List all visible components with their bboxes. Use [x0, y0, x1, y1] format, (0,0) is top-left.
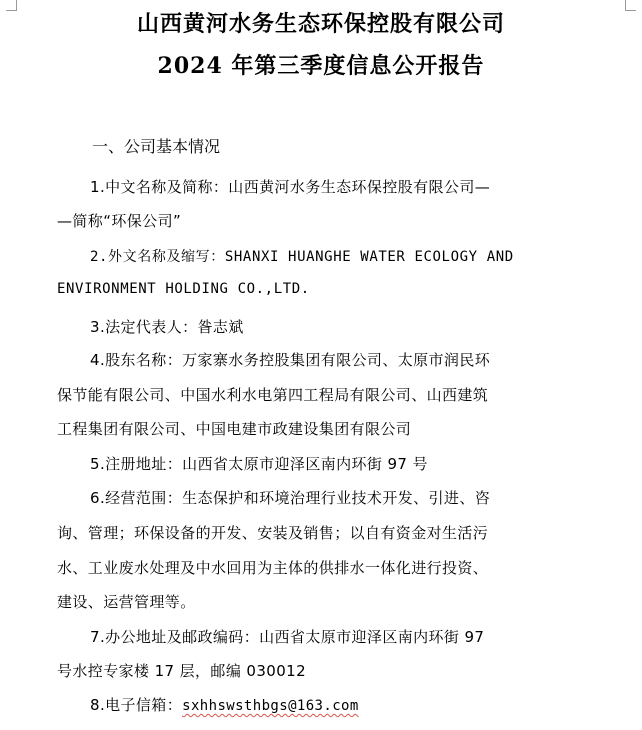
item-registered-address: 5.注册地址：山西省太原市迎泽区南内环街 97 号 [90, 455, 428, 473]
item-chinese-name-line-1: 1.中文名称及简称：山西黄河水务生态环保控股有限公司— [90, 178, 491, 196]
item-business-scope-line-2: 询、管理；环保设备的开发、安装及销售；以自有资金对生活污 [57, 524, 489, 542]
item-office-address-line-1: 7.办公地址及邮政编码：山西省太原市迎泽区南内环街 97 [90, 628, 485, 646]
document-title-line-1: 山西黄河水务生态环保控股有限公司 [136, 11, 505, 37]
document-title-line-2: 2024 年第三季度信息公开报告 [157, 53, 485, 79]
item-shareholders-line-1: 4.股东名称：万家寨水务控股集团有限公司、太原市润民环 [90, 351, 491, 369]
item-business-scope-line-4: 建设、运营管理等。 [57, 593, 196, 611]
item-business-scope-line-1: 6.经营范围：生态保护和环境治理行业技术开发、引进、咨 [90, 489, 491, 507]
item-english-name-line-1: 2.外文名称及缩写：SHANXI HUANGHE WATER ECOLOGY AND [90, 249, 514, 265]
section-heading-company-info: 一、公司基本情况 [92, 137, 221, 156]
item-email [90, 694, 359, 715]
item-email-label: 8.电子信箱： [90, 696, 183, 714]
item-english-name-line-2: ENVIRONMENT HOLDING CO.,LTD. [57, 281, 310, 297]
item-chinese-name-line-2: —简称“环保公司” [57, 212, 182, 230]
item-legal-representative: 3.法定代表人：昝志斌 [90, 318, 244, 336]
item-business-scope-line-3: 水、工业废水处理及中水回用为主体的供排水一体化进行投资、 [57, 559, 489, 577]
email-address: sxhhswsthbgs@163.com [182, 698, 359, 714]
item-shareholders-line-3: 工程集团有限公司、中国电建市政建设集团有限公司 [57, 420, 412, 438]
item-shareholders-line-2: 保节能有限公司、中国水利水电第四工程局有限公司、山西建筑 [57, 386, 489, 404]
item-office-address-line-2: 号水控专家楼 17 层，邮编 030012 [57, 662, 307, 680]
